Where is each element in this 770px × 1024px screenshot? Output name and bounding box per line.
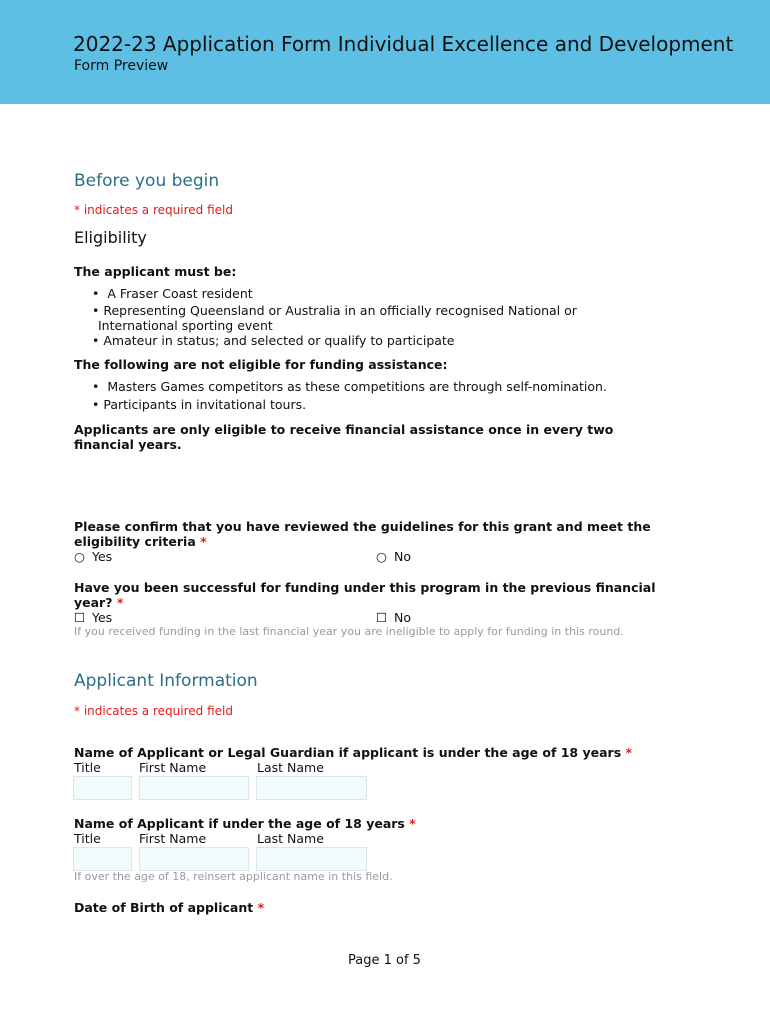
required-star: *: [257, 900, 265, 915]
confirm-question-label: Please confirm that you have reviewed the guidelines for this grant and meet the: [74, 519, 651, 534]
confirm-yes-radio[interactable]: [74, 549, 112, 564]
option-label: Yes: [92, 549, 113, 564]
checkbox-icon: ☐: [74, 610, 86, 625]
radio-icon: ○: [376, 549, 387, 564]
required-star: *: [200, 534, 207, 549]
minor-last-name-label: Last Name: [257, 831, 324, 846]
dob-text: Date of Birth of applicant: [74, 900, 254, 915]
list-item: • Masters Games competitors as these competitions are through self-nomination.: [92, 379, 607, 394]
not-eligible-heading: The following are not eligible for funding assistance:: [74, 357, 448, 372]
form-title: 2022-23 Application Form Individual Excellence and Development: [73, 32, 734, 56]
minor-last-name-input[interactable]: [256, 847, 367, 871]
guardian-first-name-label: First Name: [139, 760, 207, 775]
previous-funding-label: Have you been successful for funding under this program in the previous financial: [74, 580, 656, 595]
section-title-applicant: Applicant Information: [74, 671, 258, 691]
form-subtitle: Form Preview: [74, 58, 169, 74]
minor-title-input[interactable]: [73, 847, 132, 871]
list-item-text: Representing Queensland or Australia in an officially recognised National or: [103, 303, 577, 318]
section-title-before: Before you begin: [74, 171, 220, 191]
minor-name-text: Name of Applicant if under the age of 18 years: [74, 816, 405, 831]
once-notice-line2: financial years.: [74, 437, 182, 452]
minor-first-name-label: First Name: [139, 831, 207, 846]
checkbox-icon: ☐: [376, 610, 388, 625]
required-star: *: [116, 595, 124, 610]
confirm-question-text: eligibility criteria: [74, 534, 196, 549]
minor-title-label: Title: [74, 831, 101, 846]
radio-icon: ○: [74, 549, 85, 564]
eligibility-heading: Eligibility: [74, 228, 147, 247]
guardian-title-label: Title: [74, 760, 101, 775]
list-item-text: Masters Games competitors as these competitions are through self-nomination.: [107, 379, 607, 394]
previous-funding-label-line2: [74, 595, 123, 610]
once-notice-line1: Applicants are only eligible to receive financial assistance once in every two: [74, 422, 614, 437]
previous-funding-hint: If you received funding in the last financial year you are ineligible to apply for funding in this round.: [74, 625, 624, 638]
page-number: Page 1 of 5: [348, 953, 421, 968]
minor-name-label: [74, 816, 416, 831]
required-star: *: [625, 745, 633, 760]
list-item-continuation: International sporting event: [98, 318, 273, 333]
confirm-no-radio[interactable]: [376, 549, 411, 564]
guardian-title-input[interactable]: [73, 776, 132, 800]
confirm-question-label-line2: [74, 534, 207, 549]
option-label: No: [394, 549, 411, 564]
guardian-name-label: [74, 745, 632, 760]
required-star: *: [409, 816, 416, 831]
guardian-name-text: Name of Applicant or Legal Guardian if applicant is under the age of 18 years: [74, 745, 622, 760]
option-label: Yes: [92, 610, 113, 625]
previous-yes-checkbox[interactable]: [74, 610, 112, 625]
previous-no-checkbox[interactable]: [376, 610, 411, 625]
list-item: • Participants in invitational tours.: [92, 397, 307, 412]
previous-funding-text: year?: [74, 595, 113, 610]
list-item: • Amateur in status; and selected or qualify to participate: [92, 333, 455, 348]
list-item: • A Fraser Coast resident: [92, 286, 253, 301]
list-item-text: A Fraser Coast resident: [107, 286, 253, 301]
form-header: [0, 0, 770, 104]
required-note: * indicates a required field: [74, 203, 233, 217]
minor-name-hint: If over the age of 18, reinsert applicant name in this field.: [74, 870, 393, 883]
required-note: * indicates a required field: [74, 704, 233, 718]
guardian-last-name-label: Last Name: [257, 760, 324, 775]
list-item-text: Participants in invitational tours.: [103, 397, 307, 412]
guardian-last-name-input[interactable]: [256, 776, 367, 800]
list-item-text: Amateur in status; and selected or qualify to participate: [103, 333, 455, 348]
guardian-first-name-input[interactable]: [139, 776, 249, 800]
list-item: • Representing Queensland or Australia in an officially recognised National or: [92, 303, 577, 318]
minor-first-name-input[interactable]: [139, 847, 249, 871]
option-label: No: [394, 610, 411, 625]
dob-label: [74, 900, 264, 915]
must-be-heading: The applicant must be:: [74, 264, 237, 279]
